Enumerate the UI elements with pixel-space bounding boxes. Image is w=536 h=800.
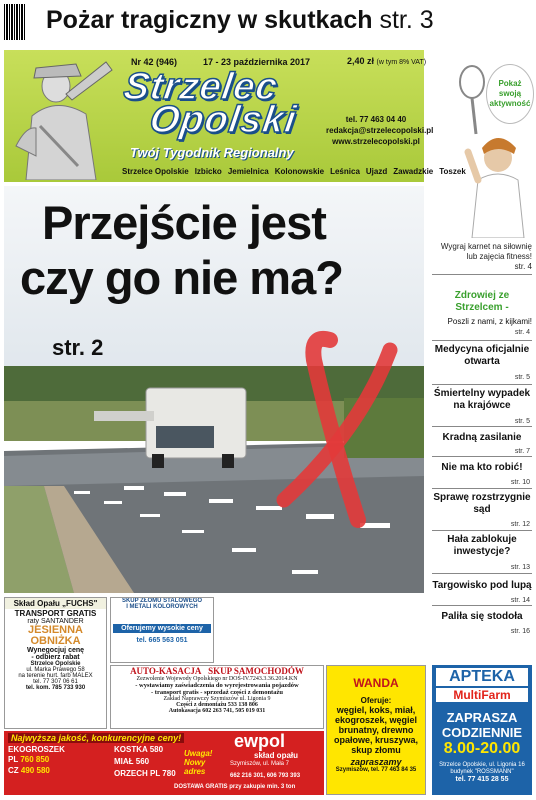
town-7: Toszek (439, 167, 466, 176)
ad-apteka-addr: Strzelce Opolskie, ul. Ligonia 16 budynek "ROSSMANN" (439, 762, 525, 775)
ad-scrap-offer: Oferujemy wysokie ceny (113, 624, 211, 633)
ad-kasacja-l3: - transport gratis - sprzedaż części z demontażu (151, 689, 283, 696)
divider (432, 530, 532, 531)
ad-ewpol-p1: EKOGROSZEK (8, 745, 65, 754)
sidebar-item-page: str. 13 (510, 564, 530, 571)
sidebar-item-page: str. 14 (510, 597, 530, 604)
ad-wanda-brand: WANDA (353, 676, 399, 690)
promo-bubble[interactable]: Pokaż swoją aktywność (486, 64, 534, 124)
sidebar-item-targowisko[interactable]: Targowisko pod lupą (432, 580, 532, 591)
ad-fuchs-line1: TRANSPORT GRATIS (14, 609, 97, 618)
sidebar-item-page: str. 7 (514, 448, 530, 455)
promo-text: Wygraj karnet na siłownię lub zajęcia fitness! str. 4 (440, 242, 532, 271)
top-headline[interactable]: Pożar tragiczny w skutkach str. 3 (46, 6, 434, 34)
ad-ewpol[interactable] (4, 731, 324, 795)
ad-fuchs-promo2: OBNIŻKA (30, 635, 81, 647)
sidebar-item-subtitle: Poszli z nami, z kijkami! (447, 317, 532, 326)
phone[interactable]: tel. 77 463 04 40 (345, 115, 407, 124)
ad-fuchs-addr1: Strzelce Opolskie (30, 661, 81, 667)
website-link[interactable]: www.strzelecopolski.pl (332, 137, 420, 146)
divider (432, 340, 532, 341)
sidebar-item-page: str. 5 (514, 418, 530, 425)
ad-fuchs-promo1: JESIENNA (27, 624, 84, 636)
ad-ewpol-gratis: DOSTAWA GRATIS przy zakupie min. 3 ton (174, 784, 296, 790)
divider (432, 605, 532, 606)
ad-scrap-title1: SKUP ZŁOMU STALOWEGO (121, 598, 203, 604)
ad-wanda-tel: Szymiszów, tel. 77 463 84 35 (335, 767, 417, 773)
ad-fuchs-promo4: - odbierz rabat (31, 654, 80, 661)
ad-fuchs[interactable] (4, 597, 107, 729)
sidebar-item-page: str. 12 (510, 521, 530, 528)
main-story-headline-line2[interactable]: czy go nie ma? (20, 251, 343, 304)
ad-scrap-title2: I METALI KOLOROWYCH (126, 604, 198, 610)
ad-ewpol-row-pl: PL 760 850 (8, 755, 50, 764)
masthead-contact (326, 114, 434, 147)
ad-scrap-tel: tel. 665 563 051 (136, 637, 188, 644)
ad-apteka-title: APTEKA (436, 668, 528, 686)
ad-ewpol-uwaga: Uwaga! Nowy adres (184, 749, 213, 776)
ad-ewpol-loc: Szymiszów, ul. Mała 7 (230, 761, 290, 767)
divider (432, 488, 532, 489)
town-4: Leśnica (330, 167, 360, 176)
ad-kasacja-l2: - wystawiamy zaświadczenia do wyrejestrowania pojazdów (135, 682, 299, 689)
divider (432, 426, 532, 427)
sidebar-item-page: str. 16 (510, 628, 530, 635)
towns-list (122, 167, 466, 176)
ad-fuchs-addr3: na terenie hurt. farb MALEX (18, 673, 93, 679)
divider (432, 384, 532, 385)
ad-fuchs-tel2: tel. kom. 785 733 930 (25, 685, 86, 691)
price: 2,40 zł (w tym 8% VAT) (347, 56, 427, 66)
town-3: Kolonowskie (274, 167, 325, 176)
ad-fuchs-title: Skład Opału „FUCHS" (5, 598, 106, 609)
sidebar-item-palila[interactable]: Paliła się stodoła (441, 611, 523, 622)
masthead-title-line2: Opolski (147, 99, 300, 141)
ad-apteka-brand: MultiFarm (436, 688, 528, 702)
ad-kasacja-l4: Zakład Naprawczy Szymiszów ul. Ligonia 9 (163, 696, 271, 702)
sidebar-item-medycyna[interactable]: Medycyna oficjalnie otwarta (434, 344, 530, 367)
email-link[interactable]: redakcja@strzelecopolski.pl (326, 126, 434, 135)
ad-ewpol-sub: skład opału (254, 751, 299, 760)
sidebar-item-page: str. 10 (510, 479, 530, 486)
main-story-headline-line1[interactable]: Przejście jest (42, 196, 326, 249)
ad-scrap[interactable] (110, 597, 214, 663)
sidebar-item-page: str. 5 (514, 374, 530, 381)
ad-ewpol-p3: MIAŁ 560 (114, 757, 150, 766)
ad-ewpol-row-cz: CZ 490 580 (8, 766, 50, 775)
ad-apteka-invite1: ZAPRASZA (446, 710, 518, 725)
town-5: Ujazd (365, 167, 388, 176)
main-story-page: str. 2 (52, 335, 104, 360)
red-x-mark (270, 330, 400, 530)
ad-fuchs-tel1: tel. 77 307 06 61 (33, 679, 78, 685)
ad-kasacja-l5: Części z demontażu 533 138 806 (176, 702, 258, 708)
statue-hunter-illustration (6, 56, 118, 180)
town-6: Zawadzkie (393, 167, 434, 176)
divider (432, 456, 532, 457)
ad-fuchs-addr2: ul. Marka Prawego 58 (26, 667, 85, 673)
ad-kasacja[interactable] (110, 665, 324, 729)
ad-ewpol-p2: KOSTKA 580 (114, 745, 164, 754)
sidebar-item-page: str. 4 (514, 329, 530, 336)
ad-fuchs-promo3: Wynegocjuj cenę (26, 647, 85, 654)
divider (432, 274, 532, 275)
ad-kasacja-title: AUTO-KASACJA SKUP SAMOCHODÓW (130, 666, 304, 676)
ad-fuchs-line2: raty SANTANDER (27, 618, 84, 625)
ad-apteka-invite2: CODZIENNIE (441, 725, 523, 740)
ad-wanda-head: Oferuje: (360, 696, 392, 705)
ad-ewpol-p4: ORZECH PL 780 (114, 769, 176, 778)
issue-dates: 17 - 23 października 2017 (203, 57, 311, 67)
ad-kasacja-l1: Zezwolenie Wojewody Opolskiego nr DOŚ-IV.7243.3.36.2014.KN (136, 676, 298, 682)
masthead-tagline: Twój Tygodnik Regionalny (130, 145, 294, 160)
ad-ewpol-tel: 662 216 301, 606 793 393 (230, 773, 301, 779)
ad-apteka-tel: tel. 77 415 28 55 (455, 776, 509, 783)
town-1: Izbicko (194, 167, 222, 176)
issue-number: Nr 42 (946) (131, 57, 178, 67)
sidebar-item-zdrowiej[interactable]: Zdrowiej ze Strzelcem - (454, 290, 510, 313)
ad-ewpol-banner: Najwyższa jakość, konkurencyjne ceny! (8, 733, 184, 743)
divider (432, 573, 532, 574)
sidebar-item-hala[interactable]: Hała zablokuje inwestycje? (447, 534, 517, 557)
ad-apteka[interactable] (432, 665, 532, 795)
ad-wanda[interactable] (326, 665, 426, 795)
ad-kasacja-l6: Autokasacja 602 263 741, 505 019 031 (168, 708, 266, 714)
sidebar-item-smiertelny[interactable]: Śmiertelny wypadek na krajówce (433, 388, 531, 411)
town-0: Strzelce Opolskie (122, 167, 189, 176)
sidebar-item-kradna[interactable]: Kradną zasilanie (442, 432, 522, 443)
ad-apteka-hours: 8.00-20.00 (443, 740, 521, 757)
sidebar-item-nie-ma-kto[interactable]: Nie ma kto robić! (441, 462, 523, 473)
ad-wanda-cta: zapraszamy (350, 757, 402, 767)
ad-wanda-body: węgiel, koks, miał, ekogroszek, węgiel brunatny, drewno opałowe, kruszywa, skup złomu (333, 705, 419, 755)
barcode (4, 4, 26, 40)
sidebar-item-sprawe[interactable]: Sprawę rozstrzygnie sąd (433, 492, 531, 515)
masthead-title-line1: Strzelec (121, 66, 281, 108)
town-2: Jemielnica (227, 167, 269, 176)
ad-ewpol-brand: ewpol (234, 731, 286, 751)
